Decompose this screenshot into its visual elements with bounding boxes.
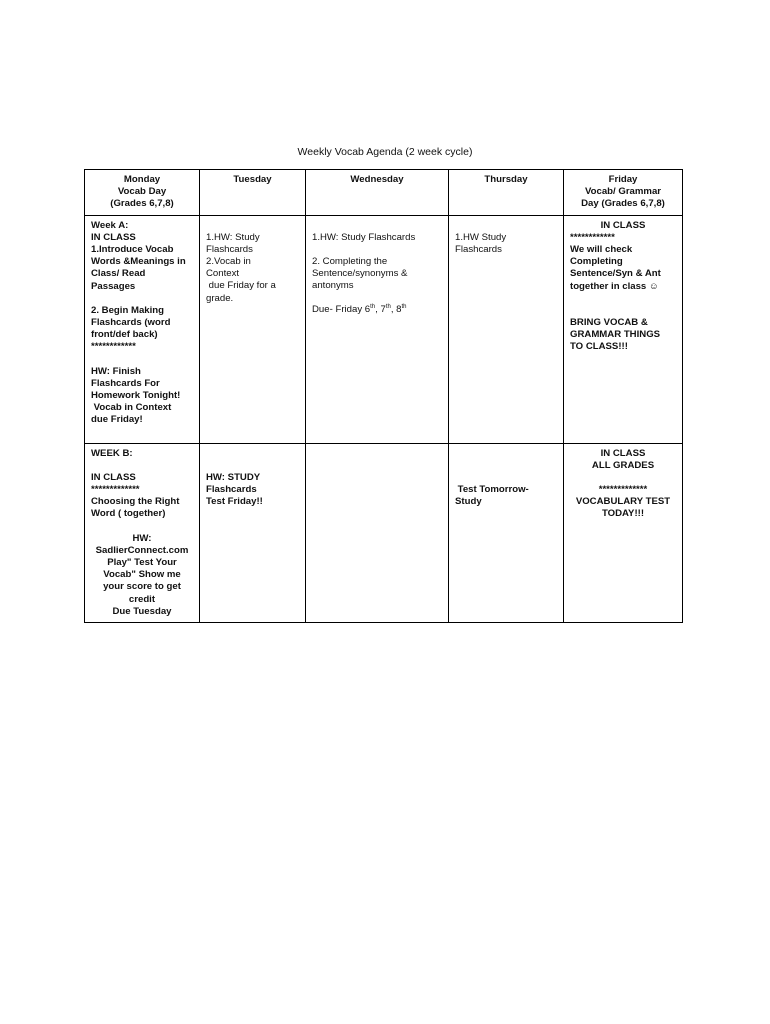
cell-line: ************* xyxy=(598,484,648,496)
cell-line: Study xyxy=(455,495,482,507)
cell-line: Flashcards xyxy=(206,483,257,495)
cell-line: 2.Vocab in xyxy=(206,256,251,268)
cell-line: Play" Test Your xyxy=(107,557,177,569)
ordinal-suffix: th xyxy=(370,304,376,311)
cell-line: ALL GRADES xyxy=(591,459,655,471)
cell-line: together in class ☺ xyxy=(570,280,659,292)
header-monday-line: Monday xyxy=(123,174,161,185)
cell-line xyxy=(91,293,193,305)
header-monday xyxy=(85,170,200,216)
cell-line xyxy=(455,220,557,232)
page-title: Weekly Vocab Agenda (2 week cycle) xyxy=(297,146,473,158)
cell-line: Flashcards For xyxy=(91,377,160,389)
cell-line: due Friday for a xyxy=(206,280,276,292)
cell-line: Due Tuesday xyxy=(112,605,172,617)
cell-line: HW: xyxy=(132,532,152,544)
cell-line xyxy=(91,354,193,366)
cell-line: GRAMMAR THINGS xyxy=(570,329,661,341)
cell-line: IN CLASS xyxy=(600,219,646,231)
cell-line: due Friday! xyxy=(91,414,143,426)
due-text: , 8 xyxy=(390,304,402,316)
cell-line: SadlierConnect.com xyxy=(95,544,189,556)
cell-line xyxy=(455,460,557,472)
week-b-row xyxy=(85,443,683,622)
cell-line: grade. xyxy=(206,292,234,304)
header-tuesday xyxy=(200,170,306,216)
week-a-thursday-cell xyxy=(449,215,564,443)
cell-line: 1.HW Study xyxy=(455,231,507,243)
cell-line: antonyms xyxy=(312,280,354,292)
week-a-tuesday-cell xyxy=(200,215,306,443)
cell-line xyxy=(312,292,442,304)
week-a-monday-cell xyxy=(85,215,200,443)
cell-line: Vocab" Show me xyxy=(103,569,181,581)
cell-line: VOCABULARY TEST xyxy=(575,496,671,508)
cell-line xyxy=(206,220,299,232)
cell-line: Context xyxy=(206,268,240,280)
cell-line: Flashcards xyxy=(206,243,253,255)
header-friday xyxy=(564,170,683,216)
cell-line xyxy=(91,460,193,472)
week-a-wednesday-cell xyxy=(306,215,449,443)
cell-line xyxy=(570,293,676,305)
cell-line: TODAY!!! xyxy=(601,508,645,520)
week-b-monday-cell xyxy=(85,443,200,622)
cell-line: Words &Meanings in xyxy=(91,256,186,268)
header-thursday-line: Thursday xyxy=(484,174,528,185)
week-b-wednesday-cell xyxy=(306,443,449,622)
cell-line: 1.HW: Study Flashcards xyxy=(312,231,416,243)
cell-line: Vocab in Context xyxy=(91,402,172,414)
cell-line: ************ xyxy=(570,231,615,243)
due-line xyxy=(312,304,442,316)
week-a-friday-cell xyxy=(564,215,683,443)
cell-line: 1.Introduce Vocab xyxy=(91,244,174,256)
header-monday-line: (Grades 6,7,8) xyxy=(110,198,174,210)
cell-line xyxy=(455,472,557,484)
cell-line: WEEK B: xyxy=(91,447,133,459)
cell-line: Week A: xyxy=(91,219,129,231)
cell-line: Test Friday!! xyxy=(206,496,263,508)
cell-line: IN CLASS xyxy=(91,231,136,243)
cell-line: Passages xyxy=(91,280,136,292)
cell-line: Homework Tonight! xyxy=(91,390,181,402)
header-monday-line: Vocab Day xyxy=(117,186,167,198)
cell-line: ************ xyxy=(91,341,136,353)
cell-line: credit xyxy=(128,593,156,605)
due-text: , 7 xyxy=(375,304,386,316)
header-wednesday-line: Wednesday xyxy=(350,174,404,185)
ordinal-suffix: th xyxy=(385,304,391,311)
cell-line: 2. Begin Making xyxy=(91,304,165,316)
header-friday-line: Vocab/ Grammar xyxy=(584,186,662,198)
cell-line: TO CLASS!!! xyxy=(570,341,628,353)
cell-line: Completing xyxy=(570,256,623,268)
cell-line: IN CLASS xyxy=(600,447,646,459)
cell-line: 2. Completing the xyxy=(312,255,388,267)
header-tuesday-line: Tuesday xyxy=(233,174,272,185)
cell-line: IN CLASS xyxy=(91,471,136,483)
week-b-tuesday-cell xyxy=(200,443,306,622)
due-text: Due- Friday 6 xyxy=(312,304,371,316)
cell-line: Flashcards xyxy=(455,243,502,255)
cell-line: Sentence/synonyms & xyxy=(312,268,408,280)
header-thursday xyxy=(449,170,564,216)
cell-line: front/def back) xyxy=(91,329,158,341)
cell-line: HW: Finish xyxy=(91,365,141,377)
cell-line: Sentence/Syn & Ant xyxy=(570,268,661,280)
cell-line xyxy=(570,472,676,484)
week-b-thursday-cell xyxy=(449,443,564,622)
cell-line xyxy=(455,448,557,460)
cell-line: Word ( together) xyxy=(91,508,166,520)
agenda-table xyxy=(84,169,683,623)
cell-line: We will check xyxy=(570,244,633,256)
cell-line: ************* xyxy=(91,484,140,496)
header-wednesday xyxy=(306,170,449,216)
header-friday-line: Day (Grades 6,7,8) xyxy=(581,198,665,210)
cell-line: 1.HW: Study xyxy=(206,231,260,243)
cell-line xyxy=(312,244,442,256)
cell-line: Test Tomorrow- xyxy=(455,483,529,495)
cell-line: Flashcards (word xyxy=(91,317,171,329)
cell-line: Choosing the Right xyxy=(91,496,180,508)
cell-line: HW: STUDY xyxy=(206,471,261,483)
cell-line xyxy=(570,305,676,317)
week-a-row xyxy=(85,215,683,443)
cell-line: your score to get xyxy=(103,581,181,593)
cell-line xyxy=(206,460,299,472)
cell-line xyxy=(91,521,193,533)
cell-line: Class/ Read xyxy=(91,268,146,280)
header-row xyxy=(85,170,683,216)
week-b-friday-cell xyxy=(564,443,683,622)
header-friday-line: Friday xyxy=(608,174,638,185)
cell-line xyxy=(312,220,442,232)
cell-line: BRING VOCAB & xyxy=(570,316,648,328)
cell-line xyxy=(206,448,299,460)
ordinal-suffix: th xyxy=(401,304,407,311)
